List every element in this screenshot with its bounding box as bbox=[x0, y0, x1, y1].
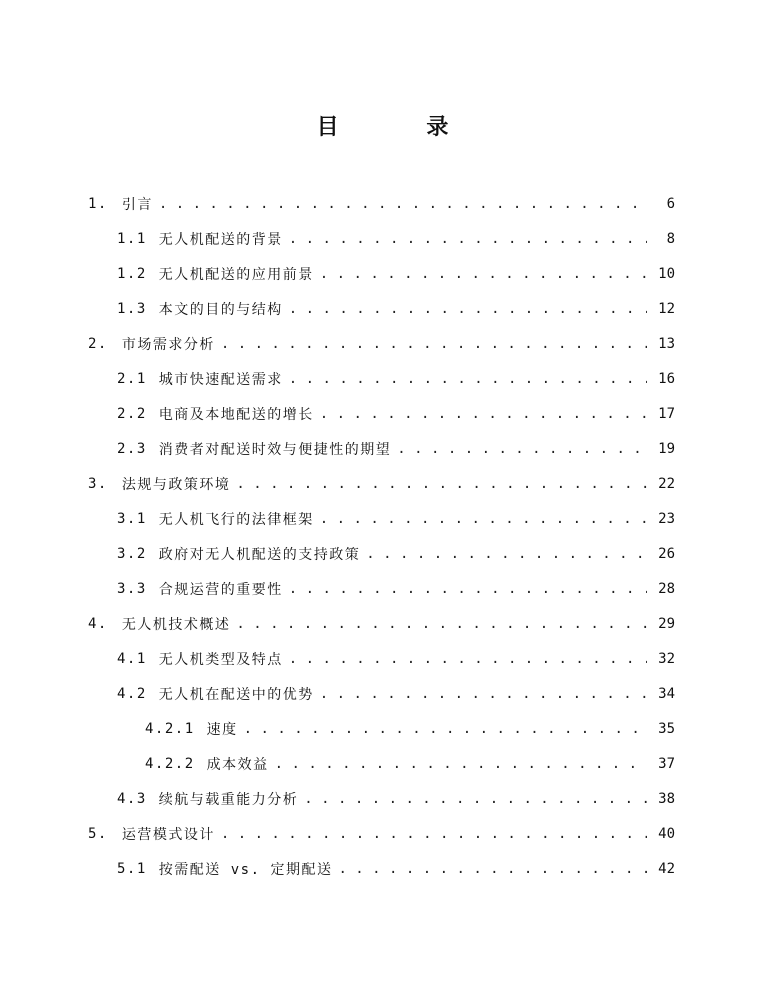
toc-entry-label: 无人机飞行的法律框架 bbox=[158, 511, 314, 528]
toc-entry-label: 无人机配送的背景 bbox=[158, 231, 283, 248]
toc-entry-page: 17 bbox=[658, 405, 675, 422]
toc-entry-page: 28 bbox=[658, 580, 675, 597]
toc-entry-label: 成本效益 bbox=[206, 756, 269, 773]
toc-entry-number: 1.3 bbox=[117, 300, 147, 317]
toc-leader-dots bbox=[236, 476, 647, 492]
toc-leader-dots bbox=[338, 861, 647, 877]
toc-entry[interactable] bbox=[117, 361, 675, 396]
toc-entry-page: 35 bbox=[658, 720, 675, 737]
toc-entry-number: 5.1 bbox=[117, 860, 147, 877]
toc-entry-page: 26 bbox=[658, 545, 675, 562]
toc-entry-page: 37 bbox=[658, 755, 675, 772]
toc-entry-label: 无人机配送的应用前景 bbox=[158, 266, 314, 283]
toc-entry[interactable] bbox=[117, 256, 675, 291]
toc-entry-label: 无人机在配送中的优势 bbox=[158, 686, 314, 703]
toc-entry-page: 12 bbox=[658, 300, 675, 317]
toc-entry-page: 42 bbox=[658, 860, 675, 877]
toc-leader-dots bbox=[289, 301, 647, 317]
toc-entry-number: 5. bbox=[88, 825, 108, 842]
toc-entry-number: 2.1 bbox=[117, 370, 147, 387]
toc-entry-label: 无人机类型及特点 bbox=[158, 651, 283, 668]
toc-entry[interactable] bbox=[117, 431, 675, 466]
toc-entry-number: 4.2.2 bbox=[145, 755, 195, 772]
toc-leader-dots bbox=[397, 441, 647, 457]
toc-entry-label: 无人机技术概述 bbox=[121, 616, 231, 633]
toc-entry-label: 城市快速配送需求 bbox=[158, 371, 283, 388]
toc-entry[interactable] bbox=[117, 571, 675, 606]
toc-entry-page: 10 bbox=[658, 265, 675, 282]
toc-leader-dots bbox=[236, 616, 647, 632]
toc-leader-dots bbox=[320, 406, 647, 422]
toc-leader-dots bbox=[366, 546, 647, 562]
toc-entry-label: 本文的目的与结构 bbox=[158, 301, 283, 318]
toc-entry[interactable] bbox=[117, 641, 675, 676]
toc-leader-dots bbox=[289, 581, 647, 597]
toc-leader-dots bbox=[289, 371, 647, 387]
toc-entry-page: 38 bbox=[658, 790, 675, 807]
toc-entry[interactable] bbox=[117, 501, 675, 536]
toc-entry-number: 2.2 bbox=[117, 405, 147, 422]
toc-title: 目 录 bbox=[316, 115, 489, 140]
toc-leader-dots bbox=[159, 196, 647, 212]
toc-leader-dots bbox=[221, 336, 647, 352]
toc-entry-number: 2.3 bbox=[117, 440, 147, 457]
toc-leader-dots bbox=[275, 756, 647, 772]
toc-entry-page: 23 bbox=[658, 510, 675, 527]
toc-entry[interactable] bbox=[88, 606, 675, 641]
toc-entry[interactable] bbox=[88, 186, 675, 221]
toc-entry-number: 1.1 bbox=[117, 230, 147, 247]
toc-entry-label: 按需配送 vs. 定期配送 bbox=[158, 861, 333, 878]
toc-entry-page: 29 bbox=[658, 615, 675, 632]
toc-entry-label: 速度 bbox=[206, 721, 238, 738]
toc-entry-number: 3.2 bbox=[117, 545, 147, 562]
toc-entry[interactable] bbox=[117, 221, 675, 256]
toc-leader-dots bbox=[221, 826, 647, 842]
toc-entry-page: 32 bbox=[658, 650, 675, 667]
toc-entry[interactable] bbox=[88, 466, 675, 501]
toc-entry[interactable] bbox=[117, 396, 675, 431]
toc-entry-label: 消费者对配送时效与便捷性的期望 bbox=[158, 441, 392, 458]
toc-entry-label: 合规运营的重要性 bbox=[158, 581, 283, 598]
toc-entry-page: 22 bbox=[658, 475, 675, 492]
toc-entry-page: 16 bbox=[658, 370, 675, 387]
toc-entry-number: 2. bbox=[88, 335, 108, 352]
toc-entry-number: 4.3 bbox=[117, 790, 147, 807]
toc-entry-label: 市场需求分析 bbox=[121, 336, 215, 353]
toc-leader-dots bbox=[244, 721, 647, 737]
toc-entry-page: 19 bbox=[658, 440, 675, 457]
toc-entry[interactable] bbox=[145, 746, 675, 781]
toc-entry-page: 8 bbox=[666, 230, 675, 247]
toc-entry-page: 13 bbox=[658, 335, 675, 352]
toc-entry-number: 4.1 bbox=[117, 650, 147, 667]
toc-entry[interactable] bbox=[117, 291, 675, 326]
toc-entry-page: 6 bbox=[666, 195, 675, 212]
toc-entry[interactable] bbox=[145, 711, 675, 746]
toc-entry-number: 4.2.1 bbox=[145, 720, 195, 737]
toc-leader-dots bbox=[304, 791, 647, 807]
toc-entry[interactable] bbox=[117, 536, 675, 571]
toc-leader-dots bbox=[289, 231, 647, 247]
toc-leader-dots bbox=[289, 651, 647, 667]
toc-entry[interactable] bbox=[88, 816, 675, 851]
toc-leader-dots bbox=[320, 266, 647, 282]
toc-entry-label: 法规与政策环境 bbox=[121, 476, 231, 493]
toc-leader-dots bbox=[320, 686, 647, 702]
toc-entry-number: 1. bbox=[88, 195, 108, 212]
toc-entry-page: 40 bbox=[658, 825, 675, 842]
toc-entry-label: 运营模式设计 bbox=[121, 826, 215, 843]
toc-entry-label: 电商及本地配送的增长 bbox=[158, 406, 314, 423]
toc-entry-number: 4. bbox=[88, 615, 108, 632]
toc-entry[interactable] bbox=[117, 676, 675, 711]
toc-entry-number: 3.1 bbox=[117, 510, 147, 527]
toc-entry-label: 引言 bbox=[121, 196, 153, 213]
toc-entry-page: 34 bbox=[658, 685, 675, 702]
toc-entry-number: 1.2 bbox=[117, 265, 147, 282]
toc-entry-label: 续航与载重能力分析 bbox=[158, 791, 299, 808]
toc-entry-number: 4.2 bbox=[117, 685, 147, 702]
toc-entry-number: 3.3 bbox=[117, 580, 147, 597]
toc-entry-number: 3. bbox=[88, 475, 108, 492]
toc-entry-label: 政府对无人机配送的支持政策 bbox=[158, 546, 361, 563]
toc-leader-dots bbox=[320, 511, 647, 527]
toc-entry[interactable] bbox=[88, 326, 675, 361]
toc-entry[interactable] bbox=[117, 851, 675, 886]
toc-entry[interactable] bbox=[117, 781, 675, 816]
